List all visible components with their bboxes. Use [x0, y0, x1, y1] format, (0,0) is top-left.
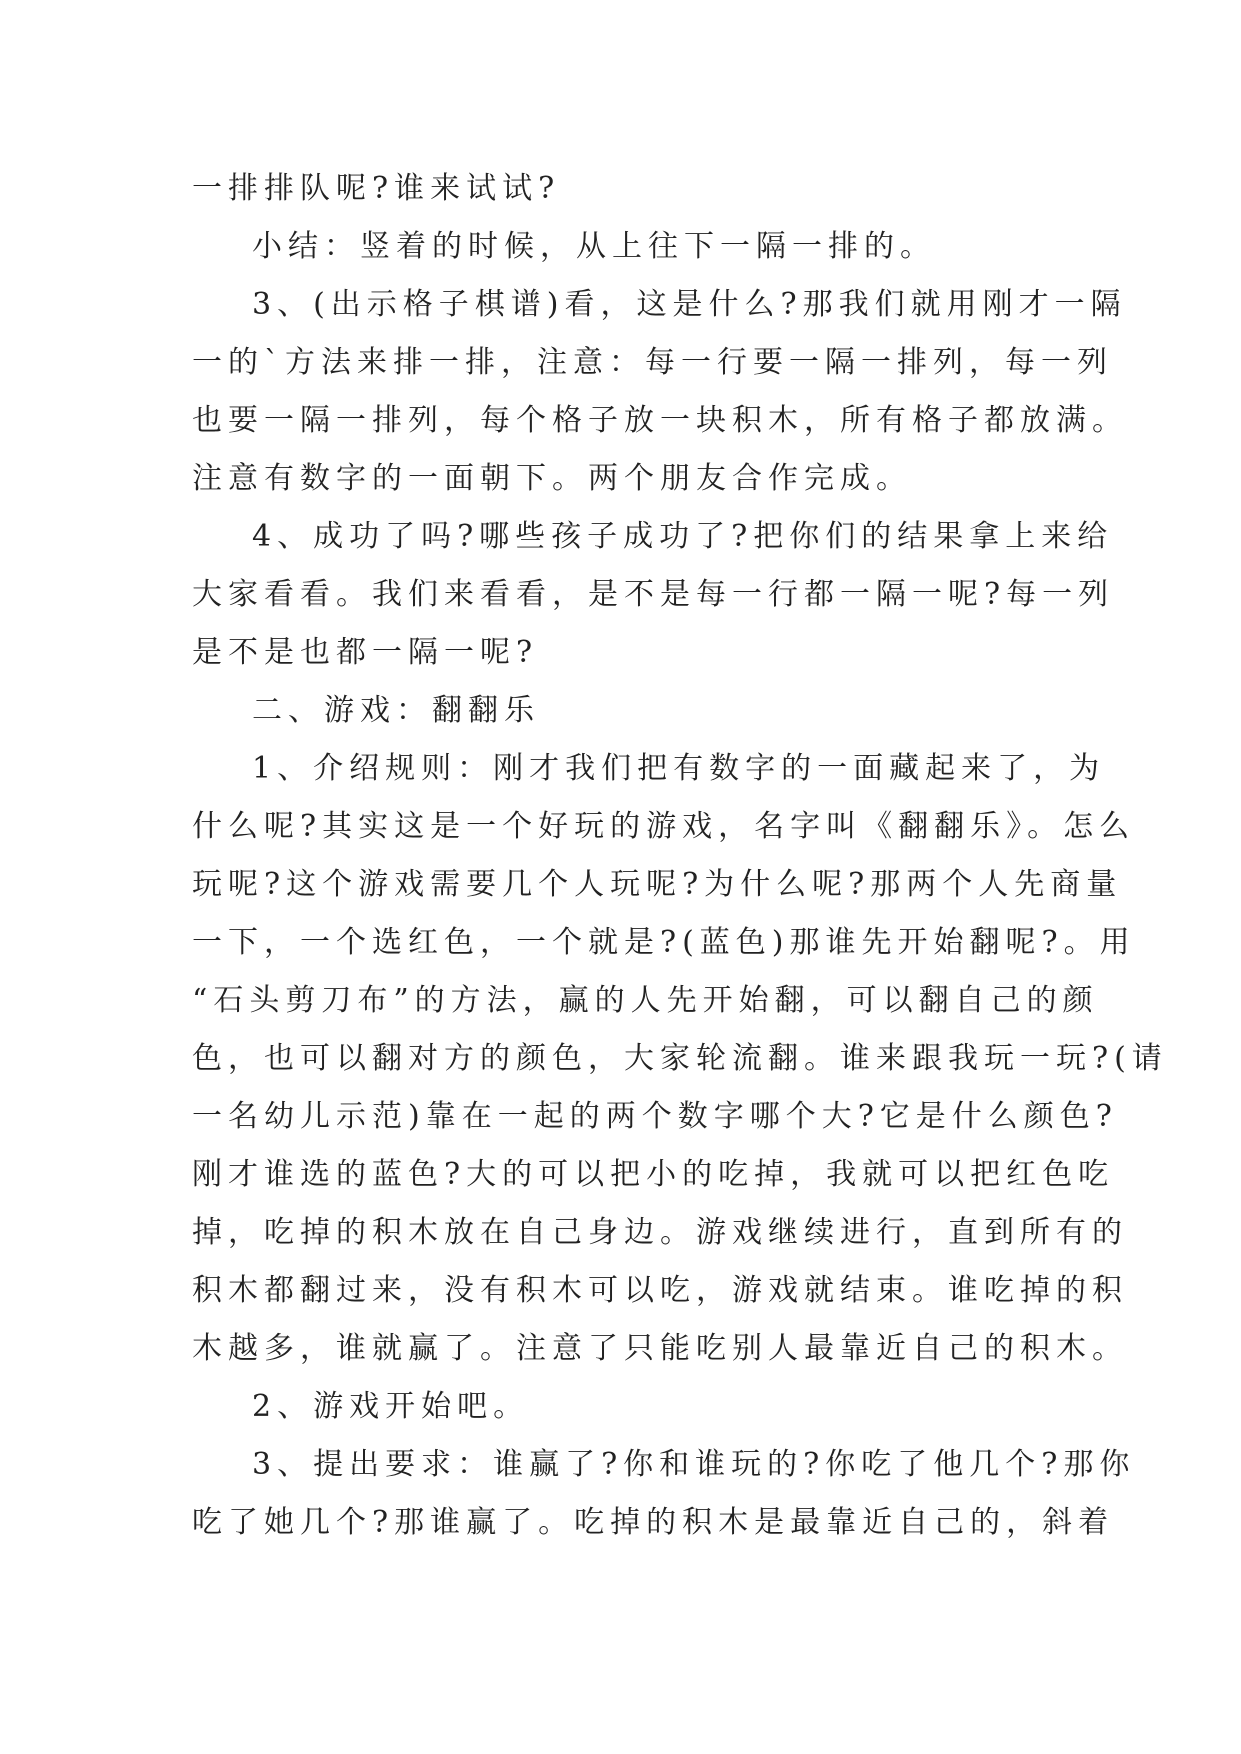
text-line: 积木都翻过来，没有积木可以吃，游戏就结束。谁吃掉的积 [192, 1273, 1128, 1308]
text-line: 什么呢?其实这是一个好玩的游戏，名字叫《翻翻乐》。怎么 [192, 809, 1136, 844]
document-body-text [192, 160, 1168, 1552]
text-line: 2、游戏开始吧。 [252, 1389, 530, 1424]
text-line: 一名幼儿示范)靠在一起的两个数字哪个大?它是什么颜色? [192, 1099, 1118, 1134]
text-line: 一排排队呢?谁来试试? [192, 171, 561, 206]
text-line: 也要一隔一排列，每个格子放一块积木，所有格子都放满。 [192, 403, 1128, 438]
text-line: 是不是也都一隔一呢? [192, 635, 539, 670]
text-line: 大家看看。我们来看看，是不是每一行都一隔一呢?每一列 [192, 577, 1115, 612]
text-line: “石头剪刀布”的方法，赢的人先开始翻，可以翻自己的颜 [192, 983, 1099, 1018]
text-line: 1、介绍规则：刚才我们把有数字的一面藏起来了，为 [252, 751, 1106, 786]
text-line: 吃了她几个?那谁赢了。吃掉的积木是最靠近自己的，斜着 [192, 1505, 1115, 1540]
text-line: 玩呢?这个游戏需要几个人玩呢?为什么呢?那两个人先商量 [192, 867, 1123, 902]
text-line: 注意有数字的一面朝下。两个朋友合作完成。 [192, 461, 912, 496]
text-line: 二、游戏：翻翻乐 [252, 693, 540, 728]
text-line: 木越多，谁就赢了。注意了只能吃别人最靠近自己的积木。 [192, 1331, 1128, 1366]
text-line: 一的`方法来排一排，注意：每一行要一隔一排列，每一列 [192, 345, 1113, 380]
text-line: 色，也可以翻对方的颜色，大家轮流翻。谁来跟我玩一玩?(请 [192, 1041, 1168, 1076]
text-line: 小结：竖着的时候，从上往下一隔一排的。 [252, 229, 936, 264]
text-line: 4、成功了吗?哪些孩子成功了?把你们的结果拿上来给 [252, 519, 1114, 554]
text-line: 刚才谁选的蓝色?大的可以把小的吃掉，我就可以把红色吃 [192, 1157, 1115, 1192]
text-line: 3、提出要求：谁赢了?你和谁玩的?你吃了他几个?那你 [252, 1447, 1136, 1482]
text-line: 一下，一个选红色，一个就是?(蓝色)那谁先开始翻呢?。用 [192, 925, 1136, 960]
text-line: 掉，吃掉的积木放在自己身边。游戏继续进行，直到所有的 [192, 1215, 1128, 1250]
text-line: 3、(出示格子棋谱)看，这是什么?那我们就用刚才一隔 [252, 287, 1127, 322]
